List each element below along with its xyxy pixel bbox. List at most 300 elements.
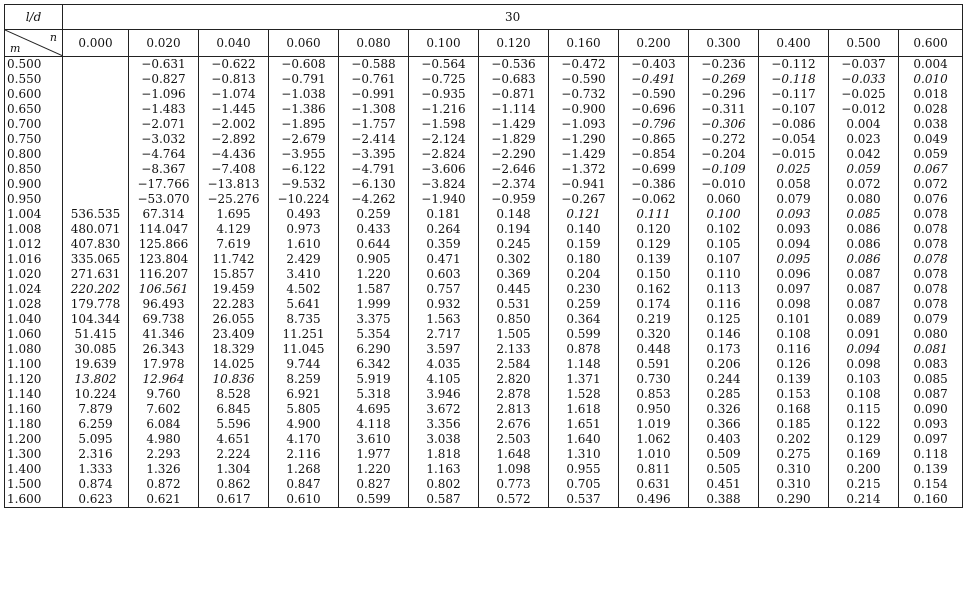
value-cell: −0.054 — [759, 132, 829, 147]
value-cell: −0.267 — [549, 192, 619, 207]
value-cell — [63, 102, 129, 117]
value-cell: 1.610 — [269, 237, 339, 252]
value-cell: 0.089 — [829, 312, 899, 327]
value-cell: 0.310 — [759, 462, 829, 477]
value-cell: 0.010 — [899, 72, 963, 87]
value-cell: 0.125 — [689, 312, 759, 327]
value-cell: 0.169 — [829, 447, 899, 462]
value-cell: 0.610 — [269, 492, 339, 508]
value-cell: 4.900 — [269, 417, 339, 432]
value-cell: −0.403 — [619, 57, 689, 73]
table-row — [5, 432, 963, 447]
value-cell: 0.617 — [199, 492, 269, 508]
value-cell: −4.764 — [129, 147, 199, 162]
value-cell: 10.836 — [199, 372, 269, 387]
value-cell: −0.588 — [339, 57, 409, 73]
value-cell: −0.631 — [129, 57, 199, 73]
table-row — [5, 222, 963, 237]
value-cell: −0.732 — [549, 87, 619, 102]
value-cell: 0.087 — [899, 387, 963, 402]
value-cell: 0.072 — [829, 177, 899, 192]
value-cell — [63, 117, 129, 132]
value-cell: 0.509 — [689, 447, 759, 462]
value-cell: 0.079 — [759, 192, 829, 207]
m-value-cell: 1.500 — [5, 477, 63, 492]
value-cell: 0.200 — [829, 462, 899, 477]
value-cell: 96.493 — [129, 297, 199, 312]
value-cell: 0.621 — [129, 492, 199, 508]
value-cell: 2.133 — [479, 342, 549, 357]
value-cell: 0.097 — [899, 432, 963, 447]
value-cell — [63, 132, 129, 147]
value-cell: 0.505 — [689, 462, 759, 477]
value-cell: 8.259 — [269, 372, 339, 387]
value-cell: 8.735 — [269, 312, 339, 327]
value-cell: −0.472 — [549, 57, 619, 73]
value-cell: −0.590 — [619, 87, 689, 102]
value-cell: −1.483 — [129, 102, 199, 117]
value-cell: −8.367 — [129, 162, 199, 177]
value-cell: −0.564 — [409, 57, 479, 73]
value-cell: 0.204 — [549, 267, 619, 282]
header-row-ld — [5, 5, 963, 30]
value-cell: 6.290 — [339, 342, 409, 357]
value-cell: 0.973 — [269, 222, 339, 237]
value-cell: −53.070 — [129, 192, 199, 207]
table-row — [5, 447, 963, 462]
n-header-cell: 0.000 — [63, 30, 129, 57]
value-cell: −0.959 — [479, 192, 549, 207]
value-cell: 1.019 — [619, 417, 689, 432]
value-cell: −25.276 — [199, 192, 269, 207]
value-cell: 12.964 — [129, 372, 199, 387]
value-cell: 0.025 — [759, 162, 829, 177]
value-cell: −0.109 — [689, 162, 759, 177]
value-cell: 22.283 — [199, 297, 269, 312]
value-cell: −1.895 — [269, 117, 339, 132]
table-row — [5, 492, 963, 508]
value-cell: −0.037 — [829, 57, 899, 73]
value-cell: 1.220 — [339, 267, 409, 282]
value-cell: 0.078 — [899, 207, 963, 222]
value-cell: 0.139 — [899, 462, 963, 477]
value-cell: 0.757 — [409, 282, 479, 297]
value-cell: 0.259 — [549, 297, 619, 312]
value-cell: −0.696 — [619, 102, 689, 117]
table-row — [5, 207, 963, 222]
value-cell: 0.091 — [829, 327, 899, 342]
m-value-cell: 1.400 — [5, 462, 63, 477]
table-row — [5, 147, 963, 162]
value-cell: 1.818 — [409, 447, 479, 462]
value-cell: 0.148 — [479, 207, 549, 222]
value-cell: −3.032 — [129, 132, 199, 147]
value-cell: 4.980 — [129, 432, 199, 447]
value-cell: 11.742 — [199, 252, 269, 267]
value-cell: −2.124 — [409, 132, 479, 147]
value-cell: 1.587 — [339, 282, 409, 297]
table-row — [5, 57, 963, 73]
value-cell: 0.086 — [829, 222, 899, 237]
value-cell: 2.813 — [479, 402, 549, 417]
m-value-cell: 1.140 — [5, 387, 63, 402]
corner-cell — [5, 30, 63, 57]
value-cell: 0.100 — [689, 207, 759, 222]
value-cell: −0.118 — [759, 72, 829, 87]
value-cell: −1.445 — [199, 102, 269, 117]
table-row — [5, 312, 963, 327]
value-cell: 0.120 — [619, 222, 689, 237]
m-value-cell: 1.040 — [5, 312, 63, 327]
value-cell: 4.502 — [269, 282, 339, 297]
m-value-cell: 0.900 — [5, 177, 63, 192]
m-value-cell: 1.020 — [5, 267, 63, 282]
value-cell: 5.354 — [339, 327, 409, 342]
value-cell: 4.170 — [269, 432, 339, 447]
n-header-cell: 0.100 — [409, 30, 479, 57]
value-cell: 1.651 — [549, 417, 619, 432]
value-cell: −7.408 — [199, 162, 269, 177]
value-cell: 3.946 — [409, 387, 479, 402]
n-header-cell: 0.020 — [129, 30, 199, 57]
value-cell: −4.262 — [339, 192, 409, 207]
n-header-cell: 0.060 — [269, 30, 339, 57]
value-cell: 0.730 — [619, 372, 689, 387]
value-cell: 0.085 — [829, 207, 899, 222]
table-row — [5, 357, 963, 372]
value-cell: −1.829 — [479, 132, 549, 147]
value-cell: −1.038 — [269, 87, 339, 102]
value-cell: 7.602 — [129, 402, 199, 417]
value-cell: 0.853 — [619, 387, 689, 402]
value-cell: 0.320 — [619, 327, 689, 342]
value-cell: −2.002 — [199, 117, 269, 132]
value-cell: −3.955 — [269, 147, 339, 162]
value-cell: 0.950 — [619, 402, 689, 417]
value-cell: −0.012 — [829, 102, 899, 117]
value-cell: 407.830 — [63, 237, 129, 252]
value-cell: 13.802 — [63, 372, 129, 387]
m-value-cell: 1.012 — [5, 237, 63, 252]
value-cell: 335.065 — [63, 252, 129, 267]
value-cell: −1.940 — [409, 192, 479, 207]
value-cell: −1.429 — [479, 117, 549, 132]
value-cell: 0.078 — [899, 267, 963, 282]
value-cell: 0.245 — [479, 237, 549, 252]
value-cell: 0.531 — [479, 297, 549, 312]
value-cell: 0.060 — [689, 192, 759, 207]
table-row — [5, 237, 963, 252]
value-cell: −0.272 — [689, 132, 759, 147]
n-header-cell: 0.400 — [759, 30, 829, 57]
m-value-cell: 0.700 — [5, 117, 63, 132]
value-cell: 0.097 — [759, 282, 829, 297]
value-cell: 4.105 — [409, 372, 479, 387]
value-cell: 480.071 — [63, 222, 129, 237]
value-cell: 0.275 — [759, 447, 829, 462]
value-cell: 0.202 — [759, 432, 829, 447]
value-cell: 1.148 — [549, 357, 619, 372]
table-row — [5, 87, 963, 102]
value-cell: 1.528 — [549, 387, 619, 402]
value-cell: 0.087 — [829, 267, 899, 282]
value-cell: 0.802 — [409, 477, 479, 492]
value-cell: 0.087 — [829, 297, 899, 312]
value-cell: 0.098 — [829, 357, 899, 372]
value-cell: 1.268 — [269, 462, 339, 477]
value-cell: 0.932 — [409, 297, 479, 312]
value-cell: 0.878 — [549, 342, 619, 357]
value-cell: 26.055 — [199, 312, 269, 327]
value-cell: −2.374 — [479, 177, 549, 192]
table-row — [5, 252, 963, 267]
value-cell: −1.093 — [549, 117, 619, 132]
value-cell: 0.080 — [829, 192, 899, 207]
value-cell: 0.451 — [689, 477, 759, 492]
value-cell: 6.845 — [199, 402, 269, 417]
table-row — [5, 72, 963, 87]
value-cell: 0.150 — [619, 267, 689, 282]
value-cell: −1.386 — [269, 102, 339, 117]
value-cell: 0.159 — [549, 237, 619, 252]
value-cell: 1.695 — [199, 207, 269, 222]
value-cell: 3.410 — [269, 267, 339, 282]
value-cell: 8.528 — [199, 387, 269, 402]
m-value-cell: 1.600 — [5, 492, 63, 508]
value-cell: 0.129 — [829, 432, 899, 447]
value-cell: 1.062 — [619, 432, 689, 447]
value-cell: 0.599 — [339, 492, 409, 508]
value-cell: 0.326 — [689, 402, 759, 417]
value-cell: 0.168 — [759, 402, 829, 417]
value-cell: 0.587 — [409, 492, 479, 508]
value-cell: −0.683 — [479, 72, 549, 87]
value-cell: 0.078 — [899, 282, 963, 297]
value-cell: −0.086 — [759, 117, 829, 132]
value-cell: 4.651 — [199, 432, 269, 447]
value-cell: 0.160 — [899, 492, 963, 508]
value-cell: −0.236 — [689, 57, 759, 73]
header-row-n — [5, 30, 963, 57]
value-cell — [63, 87, 129, 102]
value-cell: 3.672 — [409, 402, 479, 417]
value-cell: −13.813 — [199, 177, 269, 192]
value-cell: 0.154 — [899, 477, 963, 492]
value-cell: 4.035 — [409, 357, 479, 372]
value-cell: 0.096 — [759, 267, 829, 282]
value-cell: 3.610 — [339, 432, 409, 447]
value-cell: 0.872 — [129, 477, 199, 492]
value-cell: 0.095 — [759, 252, 829, 267]
value-cell: 0.086 — [829, 237, 899, 252]
value-cell: 0.102 — [689, 222, 759, 237]
n-header-cell: 0.040 — [199, 30, 269, 57]
value-cell: 0.004 — [829, 117, 899, 132]
value-cell: 0.403 — [689, 432, 759, 447]
m-value-cell: 1.024 — [5, 282, 63, 297]
value-cell: −0.699 — [619, 162, 689, 177]
table-row — [5, 267, 963, 282]
m-value-cell: 1.160 — [5, 402, 63, 417]
table-row — [5, 192, 963, 207]
table-row — [5, 102, 963, 117]
value-cell: 5.596 — [199, 417, 269, 432]
value-cell: 0.078 — [899, 297, 963, 312]
value-cell: 0.537 — [549, 492, 619, 508]
value-cell: 0.369 — [479, 267, 549, 282]
value-cell: 2.878 — [479, 387, 549, 402]
value-cell: 0.079 — [899, 312, 963, 327]
value-cell: 0.118 — [899, 447, 963, 462]
value-cell: 0.230 — [549, 282, 619, 297]
value-cell: 0.093 — [759, 222, 829, 237]
value-cell: 0.364 — [549, 312, 619, 327]
table-row — [5, 372, 963, 387]
value-cell: 0.101 — [759, 312, 829, 327]
value-cell: 0.185 — [759, 417, 829, 432]
value-cell: 30.085 — [63, 342, 129, 357]
value-cell: 23.409 — [199, 327, 269, 342]
value-cell: 15.857 — [199, 267, 269, 282]
value-cell: 0.094 — [759, 237, 829, 252]
value-cell: 2.116 — [269, 447, 339, 462]
value-cell: −1.757 — [339, 117, 409, 132]
value-cell: 0.874 — [63, 477, 129, 492]
value-cell: −9.532 — [269, 177, 339, 192]
value-cell: 0.153 — [759, 387, 829, 402]
value-cell — [63, 192, 129, 207]
value-cell: 6.342 — [339, 357, 409, 372]
value-cell: 0.078 — [899, 252, 963, 267]
value-cell: −0.865 — [619, 132, 689, 147]
value-cell: −1.598 — [409, 117, 479, 132]
value-cell: −0.761 — [339, 72, 409, 87]
value-cell: 0.433 — [339, 222, 409, 237]
value-cell: 0.214 — [829, 492, 899, 508]
value-cell: −4.791 — [339, 162, 409, 177]
table-row — [5, 282, 963, 297]
m-value-cell: 1.008 — [5, 222, 63, 237]
value-cell: 0.572 — [479, 492, 549, 508]
m-value-cell: 0.850 — [5, 162, 63, 177]
value-cell: −0.491 — [619, 72, 689, 87]
value-cell: 0.049 — [899, 132, 963, 147]
value-cell: 0.359 — [409, 237, 479, 252]
value-cell: −0.296 — [689, 87, 759, 102]
value-cell: 0.094 — [829, 342, 899, 357]
value-cell: 0.059 — [899, 147, 963, 162]
value-cell: 0.603 — [409, 267, 479, 282]
value-cell: −0.107 — [759, 102, 829, 117]
value-cell: 0.113 — [689, 282, 759, 297]
value-cell: 1.999 — [339, 297, 409, 312]
value-cell: 0.058 — [759, 177, 829, 192]
value-cell: −0.025 — [829, 87, 899, 102]
value-cell: 3.038 — [409, 432, 479, 447]
value-cell: −1.290 — [549, 132, 619, 147]
value-cell: 1.163 — [409, 462, 479, 477]
value-cell: 0.110 — [689, 267, 759, 282]
value-cell: −2.414 — [339, 132, 409, 147]
m-value-cell: 0.600 — [5, 87, 63, 102]
table-row — [5, 477, 963, 492]
value-cell: 6.921 — [269, 387, 339, 402]
value-cell: 1.648 — [479, 447, 549, 462]
value-cell: 536.535 — [63, 207, 129, 222]
value-cell: 179.778 — [63, 297, 129, 312]
n-header-cell: 0.080 — [339, 30, 409, 57]
value-cell: 0.067 — [899, 162, 963, 177]
value-cell: 0.290 — [759, 492, 829, 508]
value-cell: 1.304 — [199, 462, 269, 477]
value-cell: 0.302 — [479, 252, 549, 267]
value-cell: −0.033 — [829, 72, 899, 87]
n-header-cell: 0.600 — [899, 30, 963, 57]
value-cell: −1.308 — [339, 102, 409, 117]
value-cell: 0.108 — [759, 327, 829, 342]
value-cell: 1.310 — [549, 447, 619, 462]
value-cell: 0.215 — [829, 477, 899, 492]
value-cell: −3.606 — [409, 162, 479, 177]
n-header-cell: 0.500 — [829, 30, 899, 57]
value-cell: 2.429 — [269, 252, 339, 267]
value-cell: −2.646 — [479, 162, 549, 177]
value-cell: 0.028 — [899, 102, 963, 117]
value-cell: −3.395 — [339, 147, 409, 162]
value-cell: −0.311 — [689, 102, 759, 117]
value-cell: 0.244 — [689, 372, 759, 387]
table-row — [5, 402, 963, 417]
n-header-cell: 0.300 — [689, 30, 759, 57]
value-cell: −0.791 — [269, 72, 339, 87]
table-row — [5, 342, 963, 357]
value-cell: −3.824 — [409, 177, 479, 192]
value-cell: 11.045 — [269, 342, 339, 357]
value-cell: 0.862 — [199, 477, 269, 492]
value-cell: −0.204 — [689, 147, 759, 162]
value-cell: 0.116 — [689, 297, 759, 312]
value-cell: 2.820 — [479, 372, 549, 387]
value-cell: −0.306 — [689, 117, 759, 132]
value-cell: −0.991 — [339, 87, 409, 102]
value-cell: 0.121 — [549, 207, 619, 222]
value-cell: 11.251 — [269, 327, 339, 342]
value-cell: −0.536 — [479, 57, 549, 73]
value-cell: 0.448 — [619, 342, 689, 357]
value-cell: 0.105 — [689, 237, 759, 252]
value-cell: 0.180 — [549, 252, 619, 267]
value-cell: 0.955 — [549, 462, 619, 477]
value-cell: 0.078 — [899, 222, 963, 237]
value-cell: 0.264 — [409, 222, 479, 237]
value-cell: 0.259 — [339, 207, 409, 222]
value-cell: −0.010 — [689, 177, 759, 192]
table-row — [5, 162, 963, 177]
value-cell: 0.072 — [899, 177, 963, 192]
value-cell: 0.310 — [759, 477, 829, 492]
m-value-cell: 1.300 — [5, 447, 63, 462]
value-cell: 67.314 — [129, 207, 199, 222]
m-value-cell: 1.080 — [5, 342, 63, 357]
m-value-cell: 0.650 — [5, 102, 63, 117]
value-cell: 0.471 — [409, 252, 479, 267]
value-cell: 2.503 — [479, 432, 549, 447]
value-cell: 2.717 — [409, 327, 479, 342]
value-cell: 0.086 — [829, 252, 899, 267]
value-cell: 0.023 — [829, 132, 899, 147]
value-cell: 0.173 — [689, 342, 759, 357]
value-cell — [63, 162, 129, 177]
